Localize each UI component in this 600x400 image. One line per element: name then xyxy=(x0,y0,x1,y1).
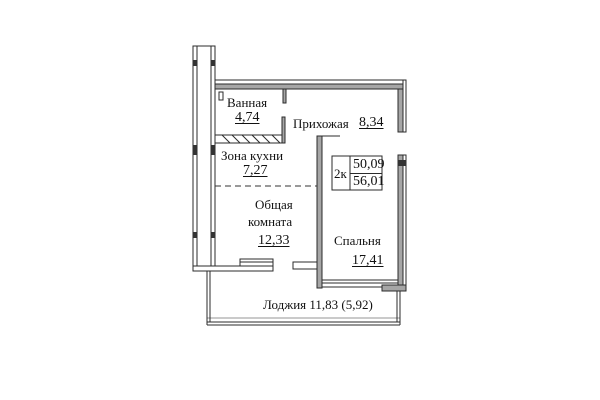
room-name-common-room-line2: комната xyxy=(248,214,293,229)
loggia-label: Лоджия 11,83 (5,92) xyxy=(263,297,373,312)
room-name-bathroom: Ванная xyxy=(227,95,268,110)
total-area-value: 56,01 xyxy=(353,174,385,189)
vent-shaft xyxy=(219,92,223,100)
room-name-common-room-line1: Общая xyxy=(255,197,293,212)
room-area-common-room: 12,33 xyxy=(258,233,290,248)
right-wall-lower xyxy=(398,155,406,285)
summary-divider xyxy=(350,173,382,174)
room-name-bedroom: Спальня xyxy=(334,233,381,248)
room-area-kitchen-zone: 7,27 xyxy=(243,163,268,178)
room-name-kitchen-zone: Зона кухни xyxy=(221,148,284,163)
top-wall xyxy=(215,80,403,89)
rooms-code: 2к xyxy=(334,166,347,181)
living-area-value: 50,09 xyxy=(353,157,385,172)
room-area-bedroom: 17,41 xyxy=(352,253,384,268)
bedroom-partition xyxy=(317,136,340,288)
room-area-bathroom: 4,74 xyxy=(235,110,260,125)
room-name-hallway: Прихожая xyxy=(293,116,349,131)
room-area-hallway: 8,34 xyxy=(359,115,384,130)
